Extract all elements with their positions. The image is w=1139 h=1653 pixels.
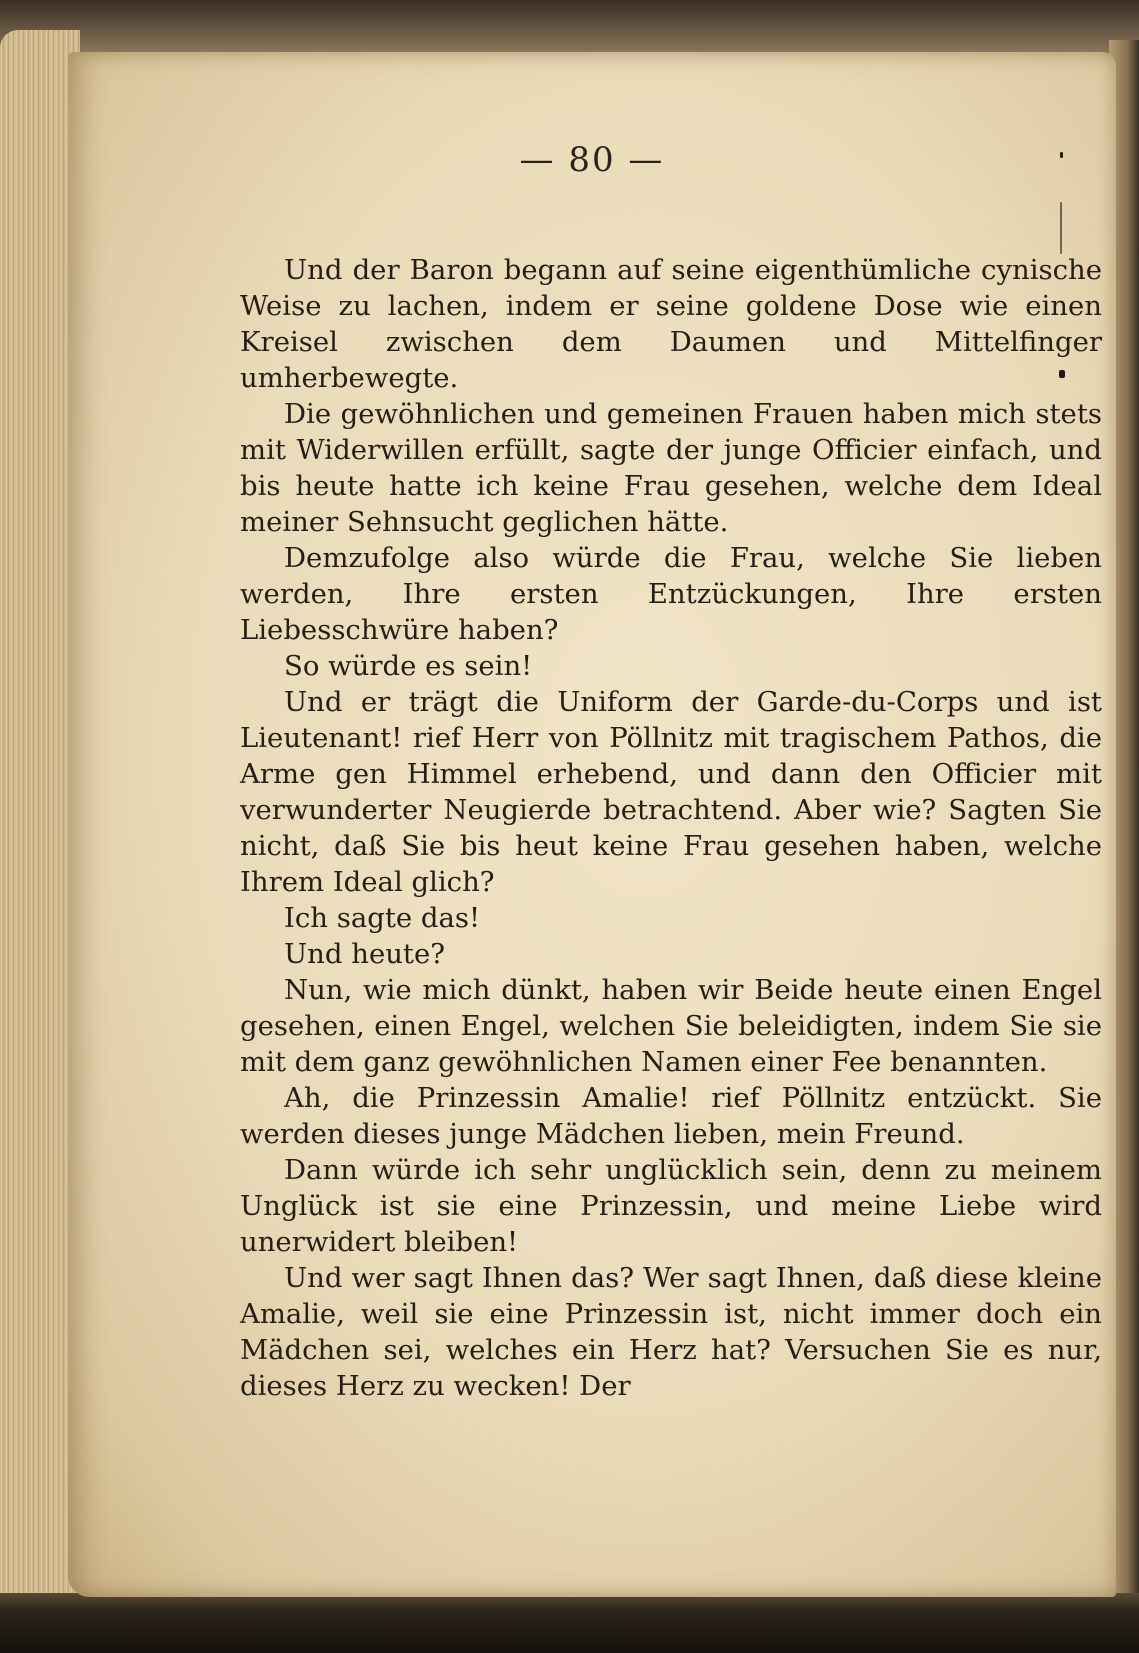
paragraph: Ah, die Prinzessin Amalie! rief Pöllnitz entzückt. Sie werden dieses junge Mädchen lieben, mein Freund. (240, 1082, 1102, 1150)
paragraph: Ich sagte das! (284, 902, 481, 934)
page-number: — 80 — (519, 140, 665, 180)
margin-speck (1060, 152, 1063, 158)
paragraph: Und wer sagt Ihnen das? Wer sagt Ihnen, daß diese kleine Amalie, weil sie eine Prinzessin ist, nicht immer doch ein Mädchen sei, welches ein Herz hat? Versuchen Sie es nur, dieses Herz zu wecken! Der (240, 1262, 1102, 1402)
book-cover-bottom-edge (0, 1593, 1139, 1653)
paragraph: So würde es sein! (284, 650, 533, 682)
paragraph: Und der Baron begann auf seine eigenthümliche cynische Weise zu lachen, indem er seine goldene Dose wie einen Kreisel zwischen dem Daumen und Mittelfinger umherbewegte. (240, 254, 1102, 394)
margin-speck (1060, 202, 1062, 254)
paragraph: Demzufolge also würde die Frau, welche Sie lieben werden, Ihre ersten Entzückungen, Ihre ersten Liebesschwüre haben? (240, 542, 1102, 646)
book-page (68, 52, 1116, 1597)
book-cover-top-edge (0, 0, 1139, 55)
paragraph: Und heute? (284, 938, 445, 970)
body-text (240, 252, 1102, 1404)
paragraph: Und er trägt die Uniform der Garde-du-Corps und ist Lieutenant! rief Herr von Pöllnitz mit tragischem Pathos, die Arme gen Himmel erhebend, und dann den Officier mit verwunderter Neugierde betrachtend. Aber wie? Sagten Sie nicht, daß Sie bis heut keine Frau gesehen haben, welche Ihrem Ideal glich? (240, 686, 1102, 898)
paragraph: Die gewöhnlichen und gemeinen Frauen haben mich stets mit Widerwillen erfüllt, sagte der junge Officier einfach, und bis heute hatte ich keine Frau gesehen, welche dem Ideal meiner Sehnsucht geglichen hätte. (240, 398, 1102, 538)
paragraph: Nun, wie mich dünkt, haben wir Beide heute einen Engel gesehen, einen Engel, welchen Sie beleidigten, indem Sie sie mit dem ganz gewöhnlichen Namen einer Fee benannten. (240, 974, 1102, 1078)
paragraph: Dann würde ich sehr unglücklich sein, denn zu meinem Unglück ist sie eine Prinzessin, und meine Liebe wird unerwidert bleiben! (240, 1154, 1102, 1258)
